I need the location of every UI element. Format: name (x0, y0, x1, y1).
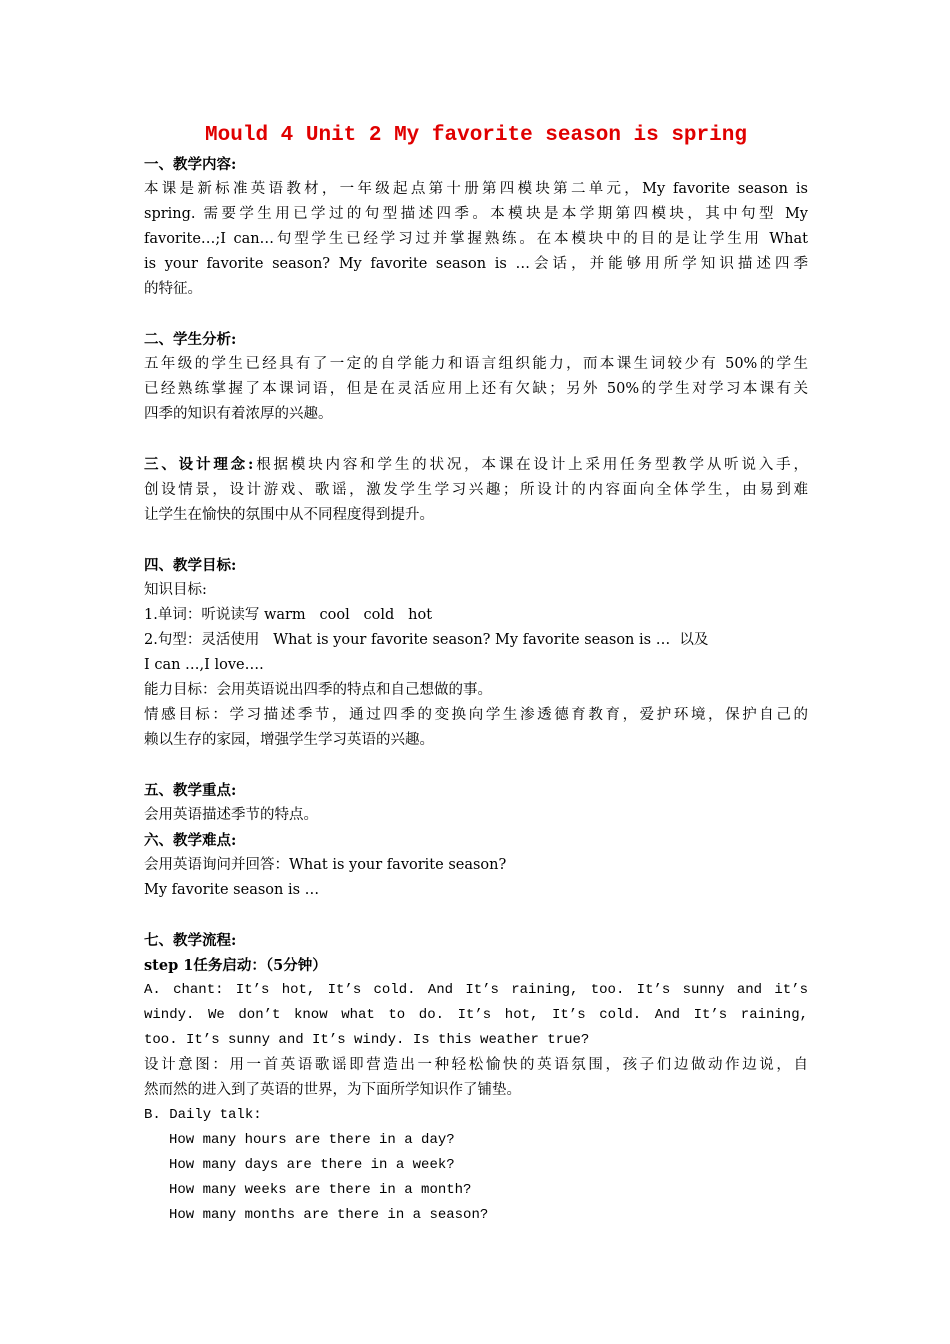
paragraph-line: 四季的知识有着浓厚的兴趣。 (144, 406, 333, 422)
paragraph-line: 会用英语询问并回答：What is your favorite season? (144, 857, 507, 873)
paragraph-line: 的特征。 (144, 281, 202, 297)
section-heading-key-points: 五、教学重点: (144, 782, 237, 799)
paragraph-line: 知识目标: (144, 582, 207, 598)
section-heading-process: 七、教学流程: (144, 932, 237, 949)
document-page (144, 120, 808, 1228)
chant-line: too. It’s sunny and It’s windy. Is this weather true? (144, 1032, 590, 1048)
question-line: How many hours are there in a day? (169, 1132, 455, 1148)
step-heading: step 1任务启动：（5分钟） (144, 957, 327, 974)
paragraph-line: spring. 需要学生用已学过的句型描述四季。本模块是本学期第四模块，其中句型 My (144, 206, 808, 222)
paragraph-line: My favorite season is … (144, 882, 320, 898)
section-heading-concept: 三、设计理念: (144, 456, 254, 473)
paragraph-line: 已经熟练掌握了本课词语，但是在灵活应用上还有欠缺；另外 50%的学生对学习本课有关 (144, 381, 808, 397)
paragraph-line (144, 452, 808, 478)
paragraph-line: 1.单词：听说读写 warm cool cold hot (144, 607, 433, 623)
paragraph-line: 2.句型：灵活使用 What is your favorite season? My favorite season is … 以及 (144, 632, 709, 648)
paragraph-line: favorite…;I can…句型学生已经学习过并掌握熟练。在本模块中的目的是让学生用 What (144, 231, 808, 247)
paragraph-line: 五年级的学生已经具有了一定的自学能力和语言组织能力，而本课生词较少有 50%的学生 (144, 356, 808, 372)
section-heading-objectives: 四、教学目标: (144, 557, 237, 574)
paragraph-line: is your favorite season? My favorite season is …会话，并能够用所学知识描述四季 (144, 256, 808, 272)
question-line: How many weeks are there in a month? (169, 1182, 472, 1198)
paragraph-line: 创设情景，设计游戏、歌谣，激发学生学习兴趣；所设计的内容面向全体学生，由易到难 (144, 482, 808, 498)
chant-line: A. chant: It’s hot, It’s cold. And It’s raining, too. It’s sunny and it’s (144, 982, 808, 998)
section-heading-difficulties: 六、教学难点: (144, 832, 237, 849)
concept-text: 根据模块内容和学生的状况，本课在设计上采用任务型教学从听说入手， (253, 457, 808, 473)
paragraph-line: 能力目标：会用英语说出四季的特点和自己想做的事。 (144, 682, 492, 698)
question-line: How many days are there in a week? (169, 1157, 455, 1173)
question-line: How many months are there in a season? (169, 1207, 489, 1223)
paragraph-line: 让学生在愉快的氛围中从不同程度得到提升。 (144, 507, 434, 523)
paragraph-line: 赖以生存的家园，增强学生学习英语的兴趣。 (144, 732, 434, 748)
paragraph-line: 设计意图：用一首英语歌谣即营造出一种轻松愉快的英语氛围，孩子们边做动作边说，自 (144, 1057, 808, 1073)
daily-talk-label: B. Daily talk: (144, 1107, 262, 1123)
paragraph-line: 本课是新标准英语教材，一年级起点第十册第四模块第二单元，My favorite season is (144, 181, 808, 197)
document-title: Mould 4 Unit 2 My favorite season is spring (205, 124, 747, 147)
paragraph-line: 会用英语描述季节的特点。 (144, 807, 318, 823)
paragraph-line: 然而然的进入到了英语的世界，为下面所学知识作了铺垫。 (144, 1082, 521, 1098)
chant-line: windy. We don’t know what to do. It’s hot, It’s cold. And It’s raining, (144, 1007, 808, 1023)
paragraph-line: 情感目标：学习描述季节，通过四季的变换向学生渗透德育教育，爱护环境，保护自己的 (144, 707, 808, 723)
section-heading-content: 一、教学内容: (144, 156, 237, 173)
section-heading-analysis: 二、学生分析: (144, 331, 237, 348)
paragraph-line: I can …,I love…. (144, 657, 264, 673)
